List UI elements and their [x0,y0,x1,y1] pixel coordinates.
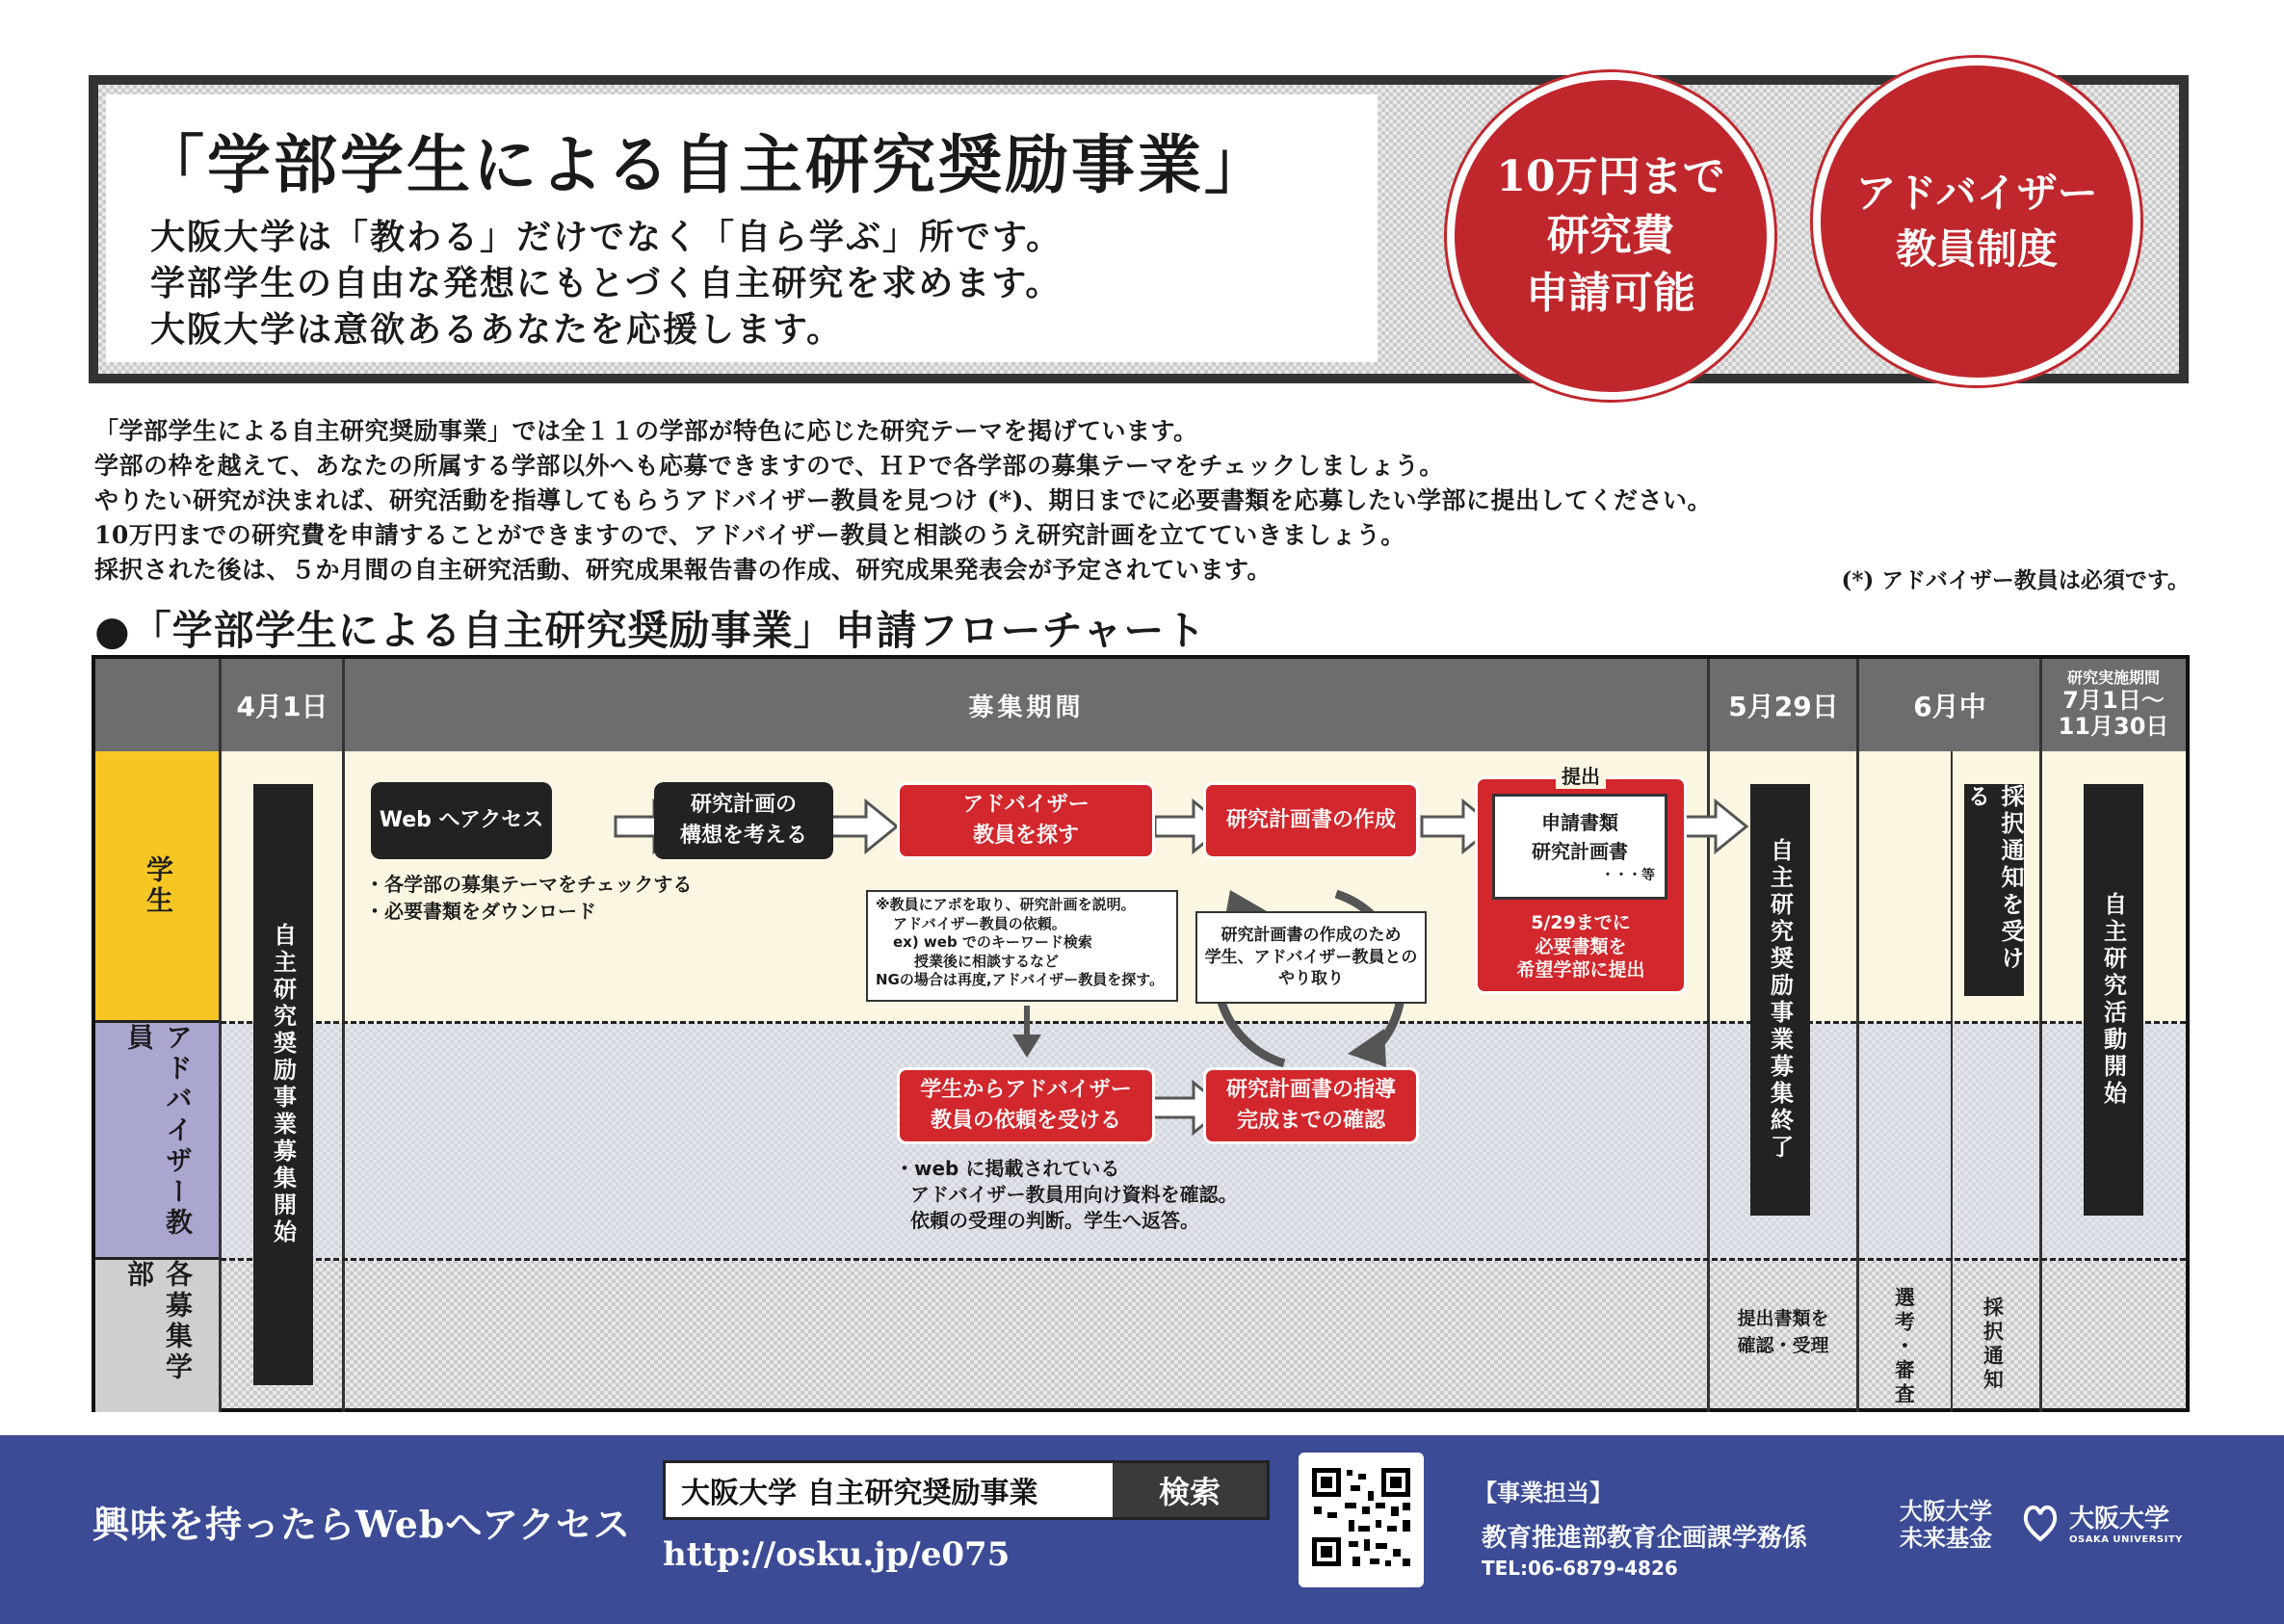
header-implementation: 研究実施期間 7月1日～ 11月30日 [2041,659,2186,751]
header-may29: 5月29日 [1709,659,1858,751]
intro-line-1: 「学部学生による自主研究奨励事業」では全１１の学部が特色に応じた研究テーマを掲げています。 [94,417,1198,445]
box-find-advisor: アドバイザー 教員を探す [897,782,1155,859]
submit-deadline: 5/29までに 必要書類を 希望学部に提出 [1516,912,1645,982]
footer-url[interactable]: http://osku.jp/e075 [663,1535,1011,1574]
lane-advisor: アドバイザー教員 [95,1023,221,1260]
advisor-note: (*) アドバイザー教員は必須です。 [1841,567,2190,593]
badge-funding: 10万円まで 研究費 申請可能 [1447,72,1774,400]
lane-student: 学生 [95,751,221,1023]
faculty-notice: 採択通知 [1981,1297,2005,1393]
student-note-1: ・各学部の募集テーマをチェックする [365,873,693,896]
header-period: 募集期間 [344,659,1709,751]
intro-line-3: やりたい研究が決まれば、研究活動を指導してもらうアドバイザー教員を見つけ (*)、期日までに必要書類を応募したい学部に提出してください。 [94,486,1712,514]
osaka-univ-logo: 大阪大学 OSAKA UNIVERSITY [2019,1499,2183,1545]
advisor-search-note: ※教員にアポを取り、研究計画を説明。 アドバイザー教員の依頼。 ex) web でのキーワード検索 授業後に相談するなど NGの場合は再度,アドバイザー教員を探す。 [866,890,1178,1002]
contact-title: 【事業担当】 [1474,1480,1613,1506]
intro-line-5: 採択された後は、５か月間の自主研究活動、研究成果報告書の作成、研究成果発表会が予定されています。 [94,556,1273,584]
faculty-check: 提出書類を 確認・受理 [1737,1308,1829,1356]
header-apr1: 4月1日 [221,659,344,751]
badge-advisor: アドバイザー 教員制度 [1813,58,2140,385]
flowchart-title: ●「学部学生による自主研究奨励事業」申請フローチャート [94,607,1207,654]
advisor-note: ・web に掲載されている アドバイザー教員用向け資料を確認。 依頼の受理の判断。学生へ返答。 [895,1157,1238,1232]
univ-emblem-icon [2019,1501,2061,1543]
contact-tel: TEL:06-6879-4826 [1482,1557,1678,1580]
student-note-2: ・必要書類をダウンロード [365,900,596,923]
lane-faculty: 各募集学部 [95,1260,221,1412]
intro-line-2: 学部の枠を越えて、あなたの所属する学部以外へも応募できますので、ＨＰで各学部の募集テーマをチェックしましょう。 [94,452,1444,480]
future-fund-logo: 大阪大学 未来基金 [1900,1498,1992,1552]
search-input[interactable] [666,1463,1113,1517]
lead-line-1: 大阪大学は「教わる」だけでなく「自ら学ぶ」所です。 [150,217,1063,257]
contact-dept: 教育推進部教育企画課学務係 [1482,1524,1808,1553]
intro-line-4: 10万円までの研究費を申請することができますので、アドバイザー教員と相談のうえ研究計画を立てていきましょう。 [94,521,1405,549]
page-title: 「学部学生による自主研究奨励事業」 [141,127,1271,202]
box-make-plan: 研究計画書の作成 [1203,782,1419,859]
faculty-review: 選考・審査 [1892,1287,1916,1407]
box-guidance: 研究計画書の指導 完成までの確認 [1203,1067,1419,1144]
bar-notification: 採択通知を受ける [1964,784,2024,996]
qr-code-icon [1299,1453,1424,1587]
bar-activity-start: 自主研究活動開始 [2084,784,2143,1216]
flowchart [92,655,2190,1412]
search-box [663,1460,1270,1520]
lead-line-3: 大阪大学は意欲あるあなたを応援します。 [150,309,844,350]
box-web-access: Web へアクセス [371,782,552,859]
box-accept-request: 学生からアドバイザー 教員の依頼を受ける [897,1067,1155,1144]
lead-line-2: 学部学生の自由な発想にもとづく自主研究を求めます。 [150,263,1063,303]
submit-label: 提出 [1556,761,1606,789]
box-research-plan-idea: 研究計画の 構想を考える [654,782,833,859]
cycle-note: 研究計画書の作成のため 学生、アドバイザー教員との やり取り [1195,911,1427,1004]
bar-recruit-start: 自主研究奨励事業募集開始 [253,784,313,1385]
qr-code[interactable] [1299,1453,1424,1587]
bar-recruit-end: 自主研究奨励事業募集終了 [1750,784,1810,1216]
flow-arrows [95,659,2186,1412]
submit-documents: 申請書類 研究計画書 ・・・等 [1492,794,1667,900]
header-june: 6月中 [1858,659,2041,751]
search-button[interactable]: 検索 [1113,1463,1267,1517]
footer-cta: 興味を持ったらWebへアクセス [92,1503,632,1546]
